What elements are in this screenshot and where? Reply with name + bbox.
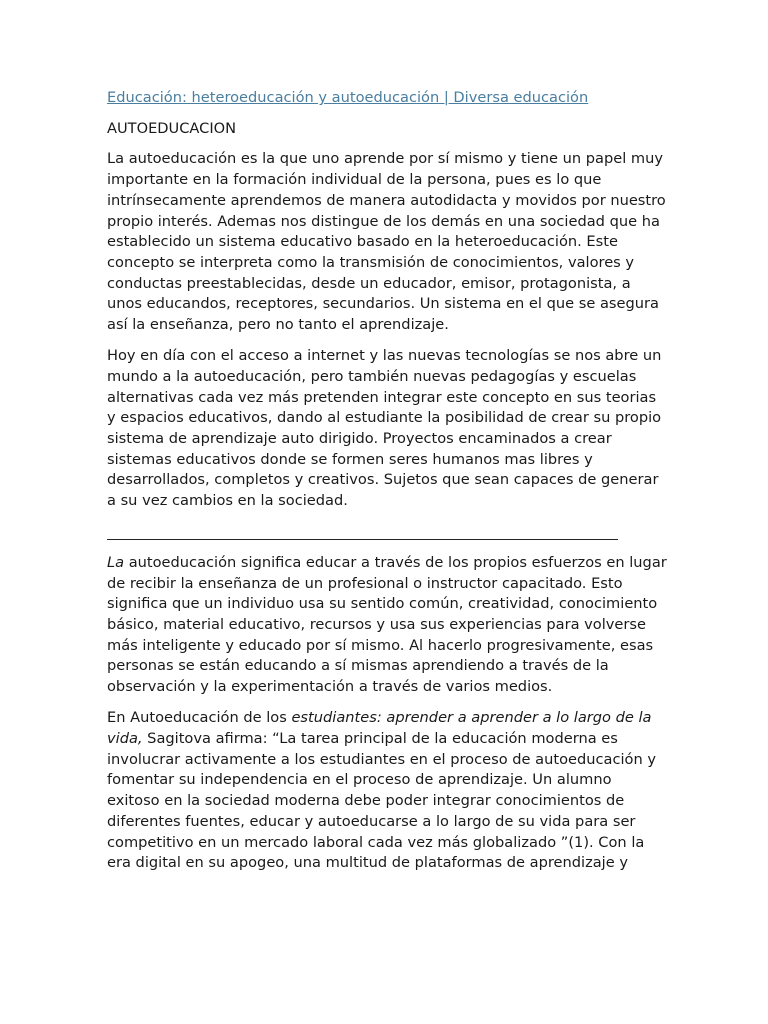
paragraph-3-italic: La bbox=[107, 553, 125, 571]
section-heading: AUTOEDUCACION bbox=[107, 119, 237, 137]
horizontal-divider bbox=[107, 539, 618, 540]
paragraph-2: Hoy en día con el acceso a internet y las nuevas tecnologías se nos abre un mundo a la autoeducación, pero también nuevas pedagogías y escuelas alternativas cada vez más pretenden integrar este concepto en sus teorias y espacios educativos, dando al estudiante la posibilidad de crear su propio sistema de aprendizaje auto dirigido. Proyectos encaminados a crear sistemas educativos donde se formen seres humanos mas libres y desarrollados, completos y creativos. Sujetos que sean capaces de generar a su vez cambios en la sociedad. bbox=[107, 347, 662, 510]
paragraph-3 bbox=[107, 553, 667, 698]
paragraph-4-start: En Autoeducación de los bbox=[107, 709, 292, 727]
paragraph-4 bbox=[107, 708, 667, 874]
paragraph-4-italic: estudiantes: aprender a aprender a lo largo de la vida, bbox=[107, 709, 652, 747]
paragraph-4-text: Sagitova afirma: “La tarea principal de la educación moderna es involucrar activamente a los estudiantes en el proceso de autoeducación y fomentar su independencia en el proceso de aprendizaje. Un alumno exitoso en la sociedad moderna debe poder integrar conocimientos de diferentes fuentes, educar y autoeducarse a lo largo de su vida para ser competitivo en un mercado laboral cada vez más globalizado ”(1). Con la era digital en su apogeo, una multitud de plataformas de aprendizaje y bbox=[107, 729, 656, 872]
paragraph-1: La autoeducación es la que uno aprende por sí mismo y tiene un papel muy importante en la formación individual de la persona, pues es lo que intrínsecamente aprendemos de manera autodidacta y movidos por nuestro propio interés. Ademas nos distingue de los demás en una sociedad que ha establecido un sistema educativo basado en la heteroeducación. Este concepto se interpreta como la transmisión de conocimientos, valores y conductas preestablecidas, desde un educador, emisor, protagonista, a unos educandos, receptores, secundarios. Un sistema en el que se asegura así la enseñanza, pero no tanto el aprendizaje. bbox=[107, 150, 666, 334]
document-page bbox=[107, 88, 667, 884]
source-link[interactable]: Educación: heteroeducación y autoeducación | Diversa educación bbox=[107, 89, 589, 106]
paragraph-3-text: autoeducación significa educar a través de los propios esfuerzos en lugar de recibir la enseñanza de un profesional o instructor capacitado. Esto significa que un individuo usa su sentido común, creatividad, conocimiento básico, material educativo, recursos y usa sus experiencias para volverse más inteligente y educado por sí mismo. Al hacerlo progresivamente, esas personas se están educando a sí mismas aprendiendo a través de la observación y la experimentación a través de varios medios. bbox=[107, 553, 667, 696]
